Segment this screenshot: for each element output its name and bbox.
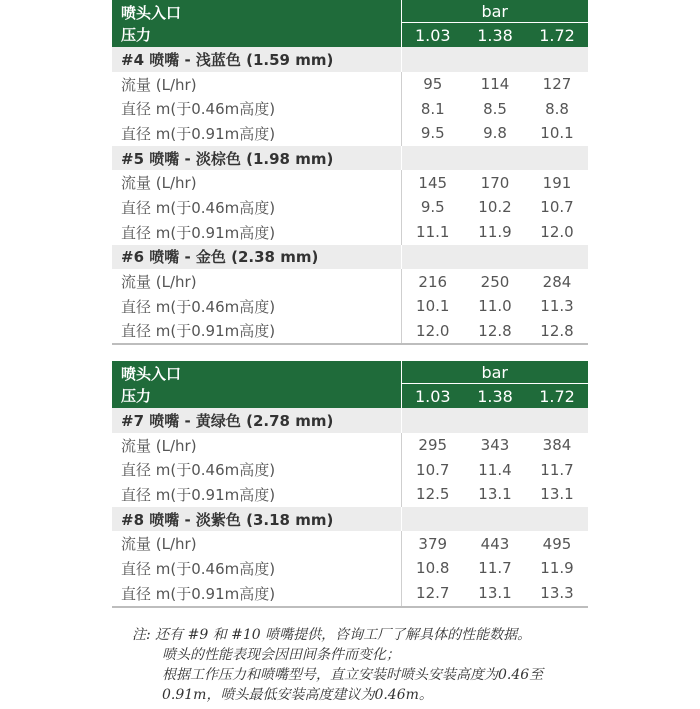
table-header-row [112, 0, 588, 23]
row-value: 379 [401, 531, 464, 556]
row-value: 216 [401, 269, 464, 294]
note-line: 根据工作压力和喷嘴型号，直立安装时喷头安装高度为0.46至 [162, 667, 544, 683]
row-value: 10.1 [540, 124, 574, 143]
row-value: 191 [542, 173, 572, 192]
row-value: 13.3 [526, 581, 588, 607]
row-value: 384 [542, 436, 572, 455]
table-row [112, 581, 588, 607]
row-value: 8.5 [483, 99, 507, 118]
row-label: 直径 m(于0.91m高度) [112, 319, 401, 345]
row-value: 12.5 [401, 482, 464, 507]
row-value: 114 [480, 75, 510, 94]
header-unit: bar [401, 0, 588, 23]
note-line: 注: 还有 #9 和 #10 喷嘴提供，咨询工厂了解具体的性能数据。 [132, 627, 532, 643]
row-label: 流量 (L/hr) [121, 535, 197, 554]
note-line: 喷头的性能表现会因田间条件而变化； [162, 647, 400, 663]
table-row [112, 121, 588, 146]
table-row [112, 457, 588, 482]
row-value: 12.0 [540, 223, 574, 242]
row-value: 95 [401, 72, 464, 97]
nozzle-name: #7 喷嘴 - 黄绿色 (2.78 mm) [112, 408, 401, 433]
table-row [112, 482, 588, 507]
row-value: 11.9 [478, 223, 512, 242]
row-value: 13.1 [478, 485, 512, 504]
row-label: 流量 (L/hr) [121, 436, 197, 455]
table-row [112, 96, 588, 121]
row-label: 直径 m(于0.46m高度) [121, 461, 276, 480]
footnotes [132, 625, 602, 705]
spec-table-nozzles-7-8 [112, 361, 588, 608]
nozzle-header-row [112, 245, 588, 270]
row-value: 12.8 [526, 319, 588, 345]
table-row [112, 433, 588, 458]
row-label: 直径 m(于0.46m高度) [121, 100, 276, 119]
row-value: 11.7 [540, 460, 574, 479]
row-label: 直径 m(于0.91m高度) [121, 124, 276, 143]
pressure-col-2: 1.38 [464, 23, 526, 48]
header-title [112, 0, 401, 47]
spec-table-nozzles-4-6 [112, 0, 588, 345]
table-row [112, 294, 588, 319]
pressure-col-1: 1.03 [401, 384, 464, 409]
row-value: 10.8 [401, 556, 464, 581]
row-value: 170 [480, 173, 510, 192]
nozzle-header-row [112, 507, 588, 532]
row-value: 343 [480, 436, 510, 455]
row-label: 直径 m(于0.91m高度) [121, 485, 276, 504]
pressure-col-3: 1.72 [526, 384, 588, 409]
row-value: 11.7 [478, 559, 512, 578]
row-value: 11.0 [478, 297, 512, 316]
row-value: 9.5 [401, 195, 464, 220]
header-title-line2: 压力 [121, 386, 152, 405]
row-label: 直径 m(于0.91m高度) [112, 581, 401, 607]
nozzle-header-row [112, 146, 588, 171]
row-value: 11.4 [478, 460, 512, 479]
header-title-line1: 喷头入口 [121, 3, 182, 22]
header-unit: bar [401, 361, 588, 384]
row-value: 443 [480, 534, 510, 553]
table-row [112, 269, 588, 294]
table-row [112, 220, 588, 245]
row-label: 直径 m(于0.46m高度) [121, 559, 276, 578]
nozzle-name: #5 喷嘴 - 淡棕色 (1.98 mm) [112, 146, 401, 171]
nozzle-header-row [112, 408, 588, 433]
pressure-col-1: 1.03 [401, 23, 464, 48]
table-row [112, 170, 588, 195]
row-value: 12.7 [401, 581, 464, 607]
nozzle-header-row [112, 47, 588, 72]
row-value: 11.9 [540, 559, 574, 578]
header-title-line2: 压力 [121, 25, 152, 44]
row-value: 145 [401, 170, 464, 195]
row-value: 10.7 [540, 198, 574, 217]
row-value: 11.1 [401, 220, 464, 245]
row-value: 295 [401, 433, 464, 458]
nozzle-name: #6 喷嘴 - 金色 (2.38 mm) [112, 245, 401, 270]
header-title-line1: 喷头入口 [121, 364, 182, 383]
row-value: 284 [542, 272, 572, 291]
note-line: 0.91m，喷头最低安装高度建议为0.46m。 [162, 687, 433, 703]
row-value: 12.8 [464, 319, 526, 345]
table-row [112, 556, 588, 581]
table-header-row [112, 361, 588, 384]
row-label: 直径 m(于0.46m高度) [121, 198, 276, 217]
row-value: 10.2 [478, 198, 512, 217]
row-label: 流量 (L/hr) [121, 75, 197, 94]
row-label: 直径 m(于0.91m高度) [121, 223, 276, 242]
table-row [112, 72, 588, 97]
row-value: 9.5 [401, 121, 464, 146]
table-row [112, 195, 588, 220]
row-value: 11.3 [540, 297, 574, 316]
row-value: 9.8 [483, 124, 507, 143]
row-value: 127 [542, 75, 572, 94]
pressure-col-3: 1.72 [526, 23, 588, 48]
row-label: 流量 (L/hr) [121, 174, 197, 193]
row-label: 直径 m(于0.46m高度) [121, 297, 276, 316]
row-value: 10.7 [401, 457, 464, 482]
row-value: 8.8 [545, 99, 569, 118]
row-label: 流量 (L/hr) [121, 273, 197, 292]
row-value: 8.1 [401, 96, 464, 121]
row-value: 10.1 [401, 294, 464, 319]
table-row [112, 531, 588, 556]
header-title [112, 361, 401, 408]
row-value: 13.1 [464, 581, 526, 607]
pressure-col-2: 1.38 [464, 384, 526, 409]
table-row [112, 319, 588, 345]
row-value: 495 [542, 534, 572, 553]
nozzle-name: #8 喷嘴 - 淡紫色 (3.18 mm) [112, 507, 401, 532]
row-value: 13.1 [540, 485, 574, 504]
row-value: 250 [480, 272, 510, 291]
row-value: 12.0 [401, 319, 464, 345]
nozzle-name: #4 喷嘴 - 浅蓝色 (1.59 mm) [112, 47, 401, 72]
